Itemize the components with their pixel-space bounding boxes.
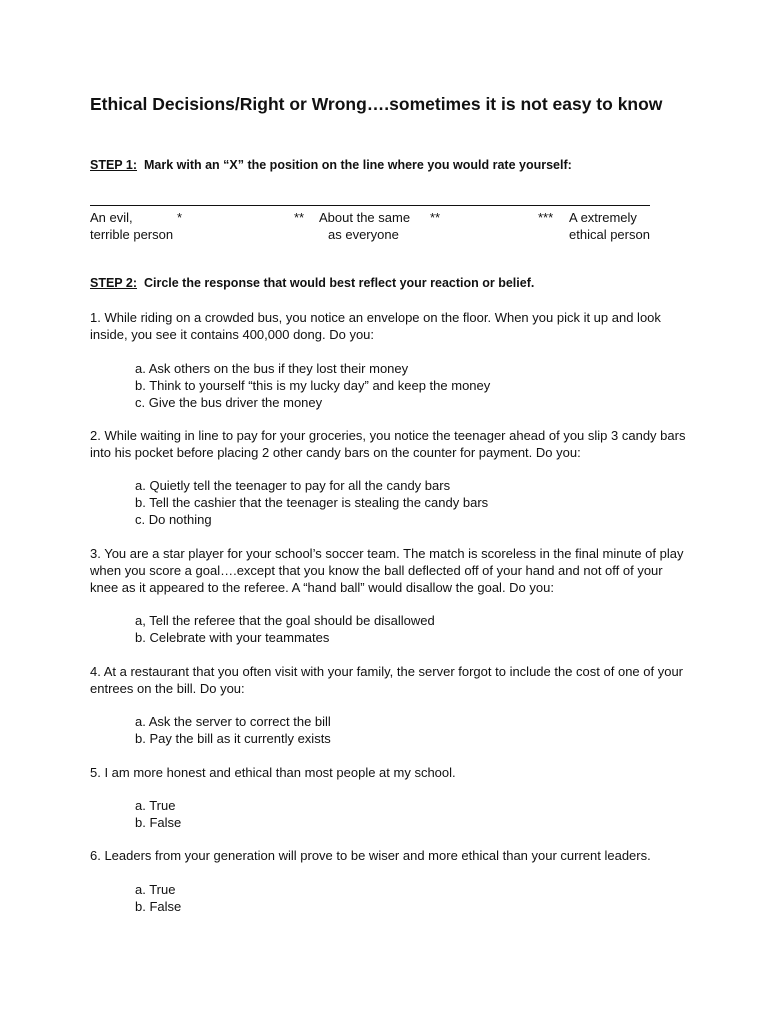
q1-option-b[interactable]: b. Think to yourself “this is my lucky day” and keep the money: [135, 378, 491, 393]
rating-line[interactable]: [90, 205, 650, 206]
q5-option-a[interactable]: a. True: [135, 798, 176, 813]
scale-right-line1: A extremely: [569, 210, 637, 225]
step1-text: Mark with an “X” the position on the line where you would rate yourself:: [143, 158, 572, 172]
scale-mid-line1: About the same: [319, 210, 411, 225]
question-2: 2. While waiting in line to pay for your groceries, you notice the teenager ahead of you slip 3 candy bars into his pocket before placing 2 other candy bars on the counter for payment. Do you:: [90, 428, 686, 460]
step2-label: STEP 2:: [90, 276, 138, 290]
q2-option-c[interactable]: c. Do nothing: [135, 512, 212, 527]
q2-option-b[interactable]: b. Tell the cashier that the teenager is stealing the candy bars: [135, 495, 489, 510]
scale-left-line2: terrible person: [90, 227, 174, 242]
q4-option-b[interactable]: b. Pay the bill as it currently exists: [135, 731, 331, 746]
page-title: Ethical Decisions/Right or Wrong….sometimes it is not easy to know: [90, 94, 663, 114]
step1-instruction: [90, 158, 572, 172]
question-4: 4. At a restaurant that you often visit with your family, the server forgot to include the cost of one of your entrees on the bill. Do you:: [90, 664, 684, 696]
q6-option-b[interactable]: b. False: [135, 899, 182, 914]
question-1: 1. While riding on a crowded bus, you notice an envelope on the floor. When you pick it up and look inside, you see it contains 400,000 dong. Do you:: [90, 310, 661, 342]
question-6: 6. Leaders from your generation will prove to be wiser and more ethical than your current leaders.: [90, 848, 651, 863]
question-5: 5. I am more honest and ethical than most people at my school.: [90, 765, 456, 780]
step1-label: STEP 1:: [90, 158, 138, 172]
scale-left-line1: An evil,: [90, 210, 133, 225]
q3-option-a[interactable]: a, Tell the referee that the goal should be disallowed: [135, 613, 435, 628]
scale-mark-2: **: [294, 210, 305, 225]
scale-mid-line2: as everyone: [328, 227, 399, 242]
scale-right-line2: ethical person: [569, 227, 650, 242]
q3-option-b[interactable]: b. Celebrate with your teammates: [135, 630, 330, 645]
scale-mark-1: *: [177, 210, 183, 225]
q1-option-a[interactable]: a. Ask others on the bus if they lost their money: [135, 361, 409, 376]
q2-option-a[interactable]: a. Quietly tell the teenager to pay for all the candy bars: [135, 478, 451, 493]
q4-option-a[interactable]: a. Ask the server to correct the bill: [135, 714, 331, 729]
q1-option-c[interactable]: c. Give the bus driver the money: [135, 395, 323, 410]
step2-text: Circle the response that would best reflect your reaction or belief.: [143, 276, 535, 290]
q6-option-a[interactable]: a. True: [135, 882, 176, 897]
q5-option-b[interactable]: b. False: [135, 815, 182, 830]
question-3: 3. You are a star player for your school’s soccer team. The match is scoreless in the final minute of play when you score a goal….except that you know the ball deflected off of your hand and not off of your knee as it appeared to the referee. A “hand ball” would disallow the goal. Do you:: [90, 546, 684, 595]
step2-instruction: [90, 276, 534, 290]
scale-mark-3: **: [430, 210, 441, 225]
scale-mark-4: ***: [538, 210, 554, 225]
